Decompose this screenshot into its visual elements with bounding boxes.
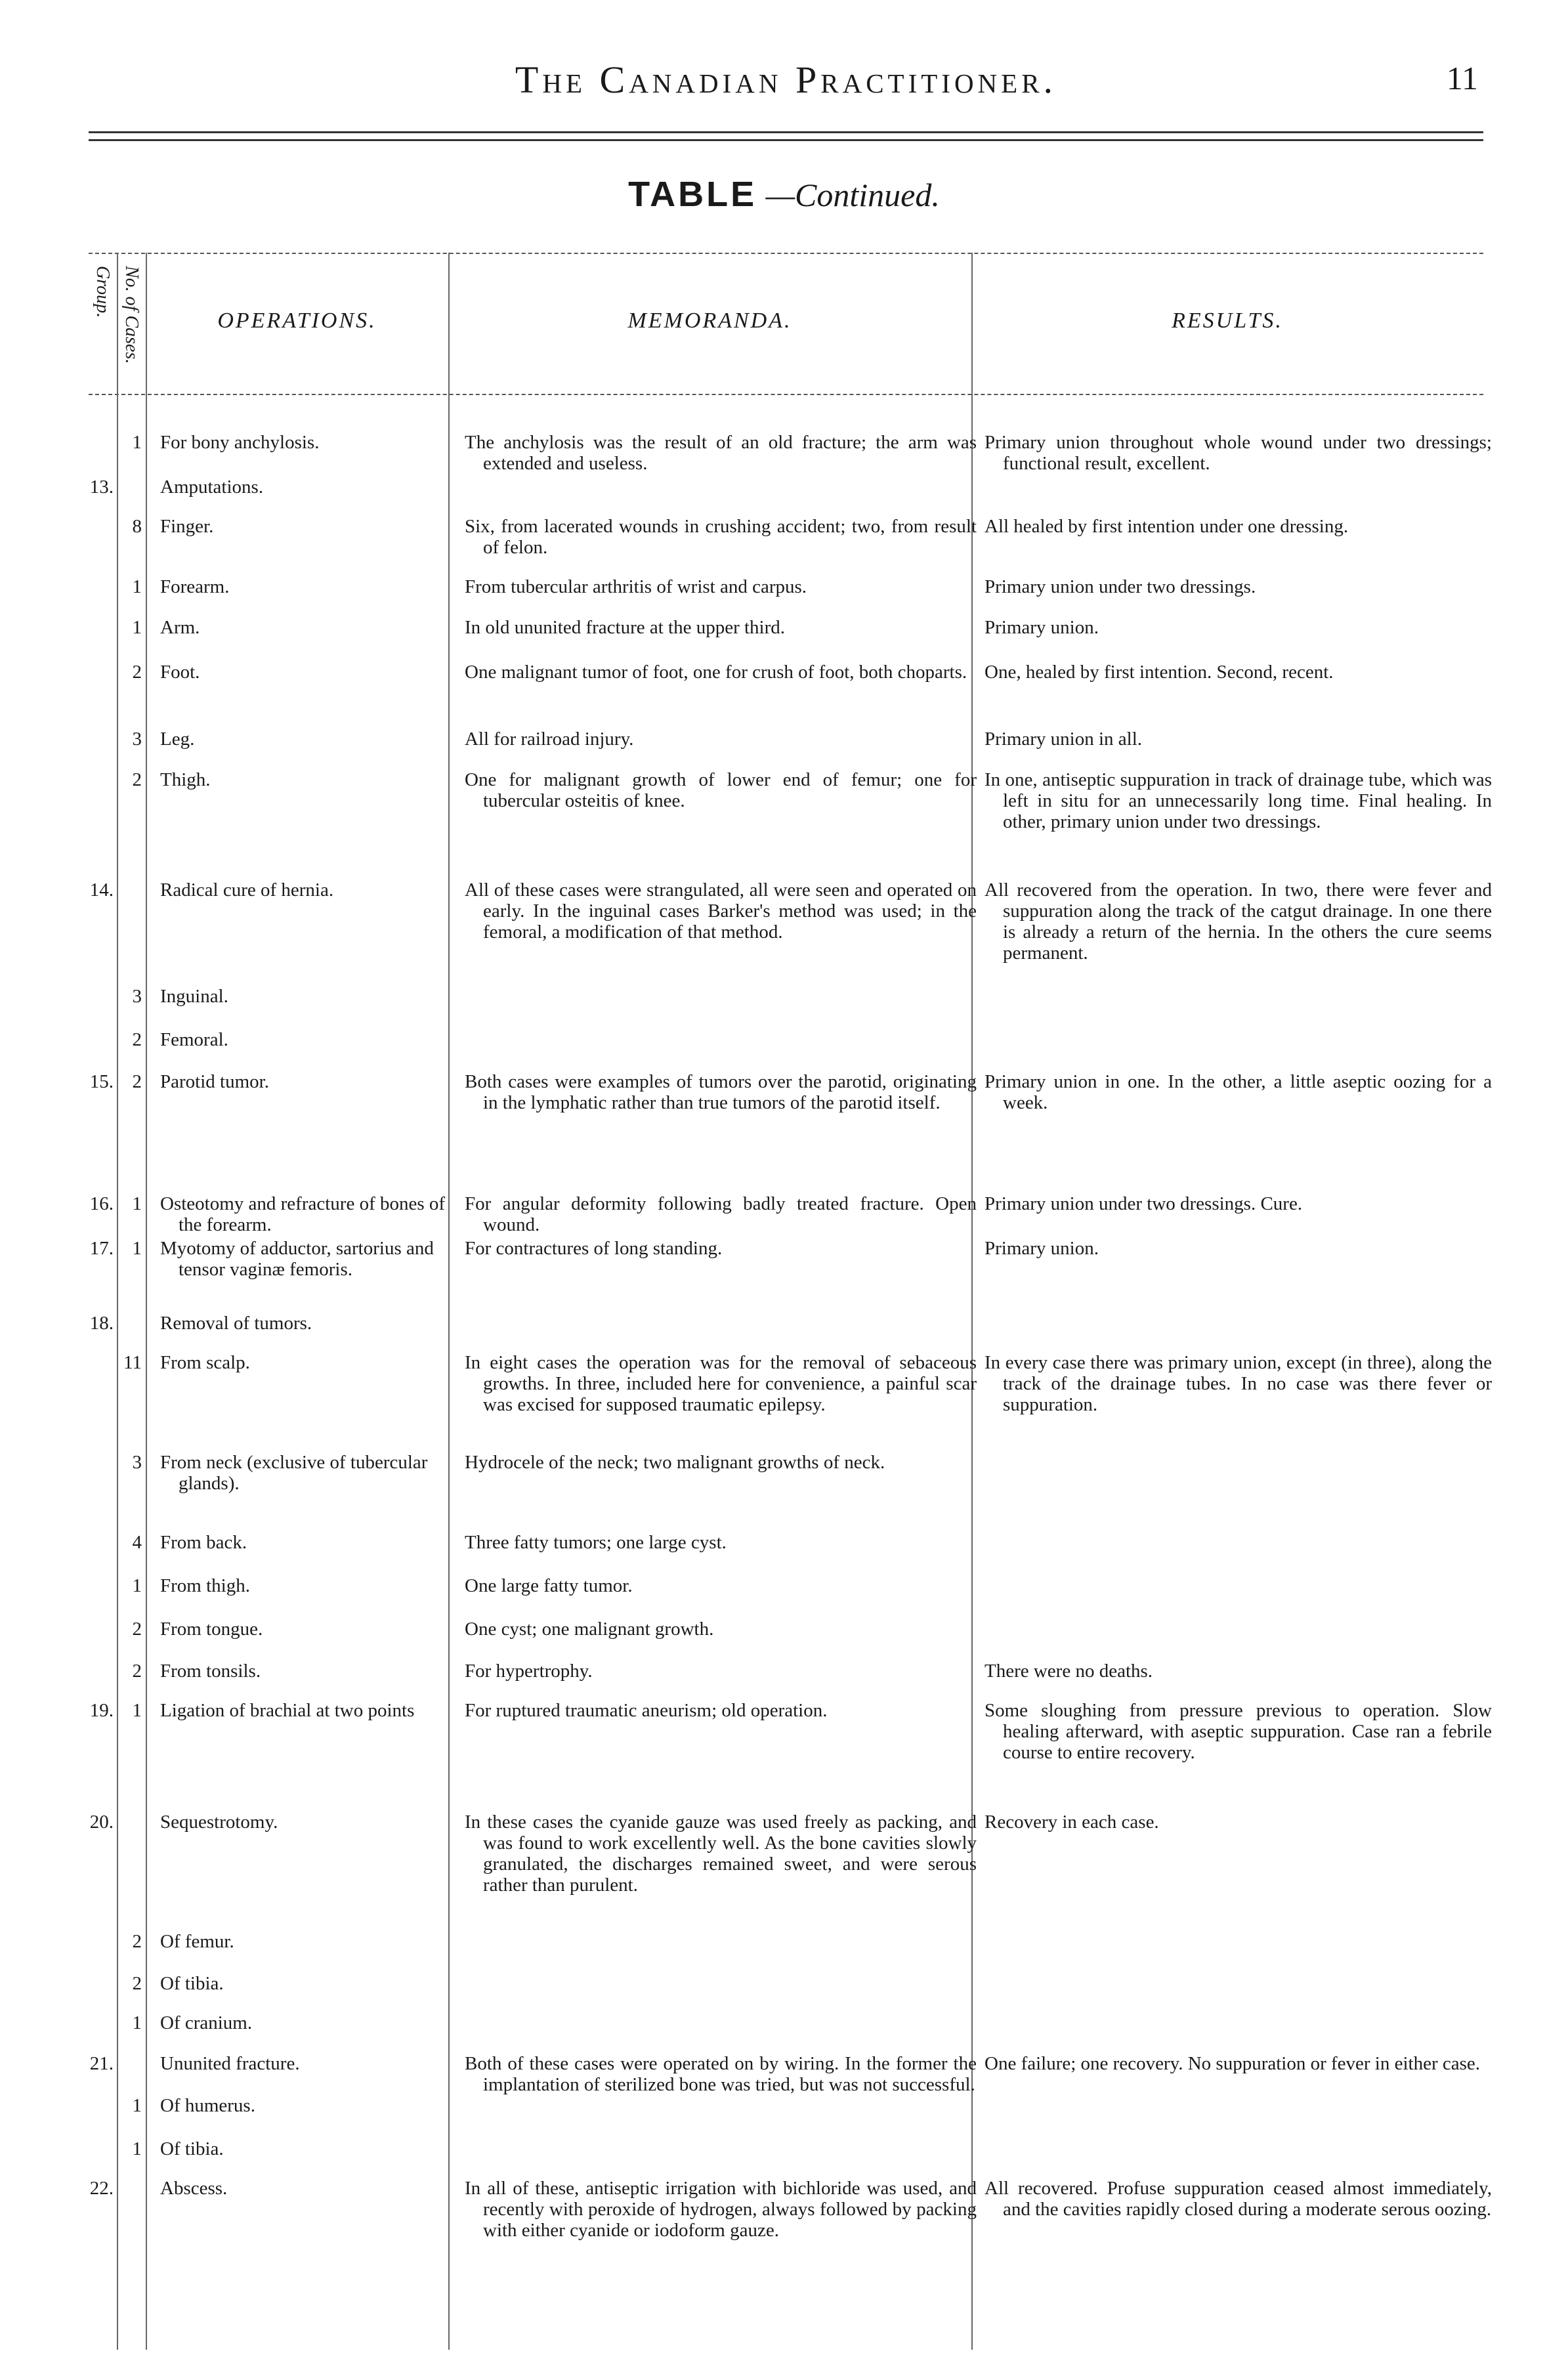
operation-cell: Forearm. — [160, 576, 230, 597]
group-number: 22. — [89, 2178, 114, 2199]
operation-cell: Myotomy of adductor, sartorius and tensor vaginæ femoris. — [160, 1238, 434, 1280]
column-header-cases: No. of Cases. — [121, 266, 142, 364]
operation-cell: From back. — [160, 1532, 247, 1553]
operation-cell: Parotid tumor. — [160, 1071, 269, 1092]
case-count: 8 — [132, 516, 142, 537]
operation-cell: Of femur. — [160, 1931, 234, 1952]
results-cell: All recovered from the operation. In two, there were fever and suppuration along the track of the catgut drainage. In one there is already a return of the hernia. In the others the cure seems permanent. — [985, 880, 1492, 964]
column-header-group: Group. — [93, 266, 113, 318]
memoranda-cell: For contractures of long standing. — [465, 1238, 723, 1259]
journal-title: The Canadian Practitioner. — [515, 58, 1057, 101]
results-cell: Primary union under two dressings. — [985, 576, 1256, 597]
operation-cell: Ununited fracture. — [160, 2053, 300, 2074]
case-count: 11 — [123, 1352, 142, 1373]
memoranda-cell: Three fatty tumors; one large cyst. — [465, 1532, 727, 1553]
column-divider — [971, 253, 973, 2350]
memoranda-cell: For angular deformity following badly treated fracture. Open wound. — [465, 1193, 977, 1235]
operation-cell: Of cranium. — [160, 2012, 253, 2033]
results-cell: One failure; one recovery. No suppuration or fever in either case. — [985, 2053, 1481, 2074]
table-title-suffix: —Continued. — [765, 177, 940, 213]
memoranda-cell: One large fatty tumor. — [465, 1575, 633, 1596]
case-count: 2 — [132, 662, 142, 683]
memoranda-cell: In these cases the cyanide gauze was used freely as packing, and was found to work excellently well. As the bone cavities slowly granulated, the discharges remained sweet, and were serous rather than purulent. — [465, 1812, 977, 1896]
operation-cell: Amputations. — [160, 477, 264, 498]
case-count: 1 — [132, 617, 142, 638]
memoranda-cell: In eight cases the operation was for the removal of sebaceous growths. In three, included here for convenience, a painful scar was excised for supposed traumatic epilepsy. — [465, 1352, 977, 1415]
results-cell: In every case there was primary union, except (in three), along the track of the drainage tubes. In no case was there fever or suppuration. — [985, 1352, 1492, 1415]
memoranda-cell: In old ununited fracture at the upper third. — [465, 617, 786, 638]
results-cell: Primary union throughout whole wound under two dressings; functional result, excellent. — [985, 432, 1492, 474]
memoranda-cell: From tubercular arthritis of wrist and carpus. — [465, 576, 807, 597]
group-number: 13. — [89, 477, 114, 498]
operation-cell: Of tibia. — [160, 2138, 224, 2159]
results-cell: Primary union in all. — [985, 729, 1143, 750]
operation-cell: Ligation of brachial at two points — [160, 1700, 415, 1721]
case-count: 1 — [132, 1575, 142, 1596]
operation-cell: Inguinal. — [160, 986, 228, 1007]
operation-cell: Thigh. — [160, 769, 211, 790]
results-cell: One, healed by first intention. Second, recent. — [985, 662, 1334, 683]
operation-cell: Arm. — [160, 617, 200, 638]
memoranda-cell: The anchylosis was the result of an old fracture; the arm was extended and useless. — [465, 432, 977, 474]
case-count: 1 — [132, 1238, 142, 1259]
table-header-rule — [89, 394, 1483, 395]
results-cell: Primary union in one. In the other, a little aseptic oozing for a week. — [985, 1071, 1492, 1113]
results-cell: Primary union. — [985, 1238, 1099, 1259]
group-number: 17. — [89, 1238, 114, 1259]
memoranda-cell: Both of these cases were operated on by wiring. In the former the implantation of sterilized bone was tried, but was not successful. — [465, 2053, 977, 2095]
results-cell: There were no deaths. — [985, 1661, 1153, 1682]
group-number: 21. — [89, 2053, 114, 2074]
memoranda-cell: For ruptured traumatic aneurism; old operation. — [465, 1700, 828, 1721]
memoranda-cell: Hydrocele of the neck; two malignant growths of neck. — [465, 1452, 885, 1473]
operation-cell: Foot. — [160, 662, 200, 683]
operation-cell: Abscess. — [160, 2178, 228, 2199]
case-count: 2 — [132, 769, 142, 790]
running-head — [89, 39, 1483, 118]
operation-cell: Finger. — [160, 516, 214, 537]
column-divider — [146, 253, 147, 2350]
memoranda-cell: Both cases were examples of tumors over the parotid, originating in the lymphatic rather than true tumors of the parotid itself. — [465, 1071, 977, 1113]
group-number: 14. — [89, 880, 114, 901]
operation-cell: Femoral. — [160, 1029, 228, 1050]
case-count: 3 — [132, 986, 142, 1007]
case-count: 1 — [132, 2012, 142, 2033]
operation-cell: From thigh. — [160, 1575, 250, 1596]
page-number: 11 — [1446, 60, 1478, 96]
results-cell: All healed by first intention under one dressing. — [985, 516, 1349, 537]
case-count: 2 — [132, 1661, 142, 1682]
table-top-rule — [89, 253, 1483, 254]
memoranda-cell: One cyst; one malignant growth. — [465, 1619, 714, 1640]
case-count: 1 — [132, 2138, 142, 2159]
results-cell: All recovered. Profuse suppuration ceased almost immediately, and the cavities rapidly closed during a moderate serous oozing. — [985, 2178, 1492, 2220]
memoranda-cell: All of these cases were strangulated, all were seen and operated on early. In the inguinal cases Barker's method was used; in the femoral, a modification of that method. — [465, 880, 977, 943]
case-count: 1 — [132, 2095, 142, 2116]
case-count: 2 — [132, 1931, 142, 1952]
results-cell: Recovery in each case. — [985, 1812, 1159, 1833]
column-divider — [448, 253, 450, 2350]
group-number: 19. — [89, 1700, 114, 1721]
case-count: 1 — [132, 432, 142, 453]
operation-cell: From neck (exclusive of tubercular glands). — [160, 1452, 428, 1494]
column-header-results: RESULTS. — [1172, 308, 1283, 333]
memoranda-cell: One for malignant growth of lower end of femur; one for tubercular osteitis of knee. — [465, 769, 977, 811]
operation-cell: From tonsils. — [160, 1661, 261, 1682]
column-header-operations: OPERATIONS. — [217, 308, 377, 333]
results-cell: Primary union under two dressings. Cure. — [985, 1193, 1303, 1214]
group-number: 18. — [89, 1313, 114, 1334]
case-count: 2 — [132, 1619, 142, 1640]
header-rule — [89, 131, 1483, 133]
operation-cell: From tongue. — [160, 1619, 263, 1640]
group-number: 16. — [89, 1193, 114, 1214]
memoranda-cell: Six, from lacerated wounds in crushing accident; two, from result of felon. — [465, 516, 977, 558]
case-count: 1 — [132, 576, 142, 597]
operation-cell: Sequestrotomy. — [160, 1812, 278, 1833]
memoranda-cell: All for railroad injury. — [465, 729, 634, 750]
results-cell: In one, antiseptic suppuration in track of drainage tube, which was left in situ for an unnecessarily long time. Final healing. In other, primary union under two dressings. — [985, 769, 1492, 832]
operation-cell: Osteotomy and refracture of bones of the forearm. — [160, 1193, 446, 1235]
memoranda-cell: In all of these, antiseptic irrigation with bichloride was used, and recently with peroxide of hydrogen, always followed by packing with either cyanide or iodoform gauze. — [465, 2178, 977, 2241]
operation-cell: For bony anchylosis. — [160, 432, 320, 453]
group-number: 15. — [89, 1071, 114, 1092]
operation-cell: Radical cure of hernia. — [160, 880, 334, 901]
case-count: 3 — [132, 1452, 142, 1473]
operation-cell: Leg. — [160, 729, 195, 750]
operation-cell: From scalp. — [160, 1352, 250, 1373]
operation-cell: Removal of tumors. — [160, 1313, 312, 1334]
column-header-memoranda: MEMORANDA. — [627, 308, 792, 333]
group-number: 20. — [89, 1812, 114, 1833]
case-count: 2 — [132, 1029, 142, 1050]
table-title-main: TABLE — [628, 175, 757, 214]
operation-cell: Of humerus. — [160, 2095, 255, 2116]
header-rule-2 — [89, 139, 1483, 141]
case-count: 1 — [132, 1700, 142, 1721]
memoranda-cell: For hypertrophy. — [465, 1661, 593, 1682]
case-count: 4 — [132, 1532, 142, 1553]
case-count: 1 — [132, 1193, 142, 1214]
table-title — [0, 174, 1568, 215]
operation-cell: Of tibia. — [160, 1973, 224, 1994]
results-cell: Primary union. — [985, 617, 1099, 638]
case-count: 3 — [132, 729, 142, 750]
case-count: 2 — [132, 1071, 142, 1092]
memoranda-cell: One malignant tumor of foot, one for crush of foot, both choparts. — [465, 662, 967, 683]
column-divider — [117, 253, 118, 2350]
case-count: 2 — [132, 1973, 142, 1994]
results-cell: Some sloughing from pressure previous to operation. Slow healing afterward, with aseptic suppuration. Case ran a febrile course to entire recovery. — [985, 1700, 1492, 1763]
